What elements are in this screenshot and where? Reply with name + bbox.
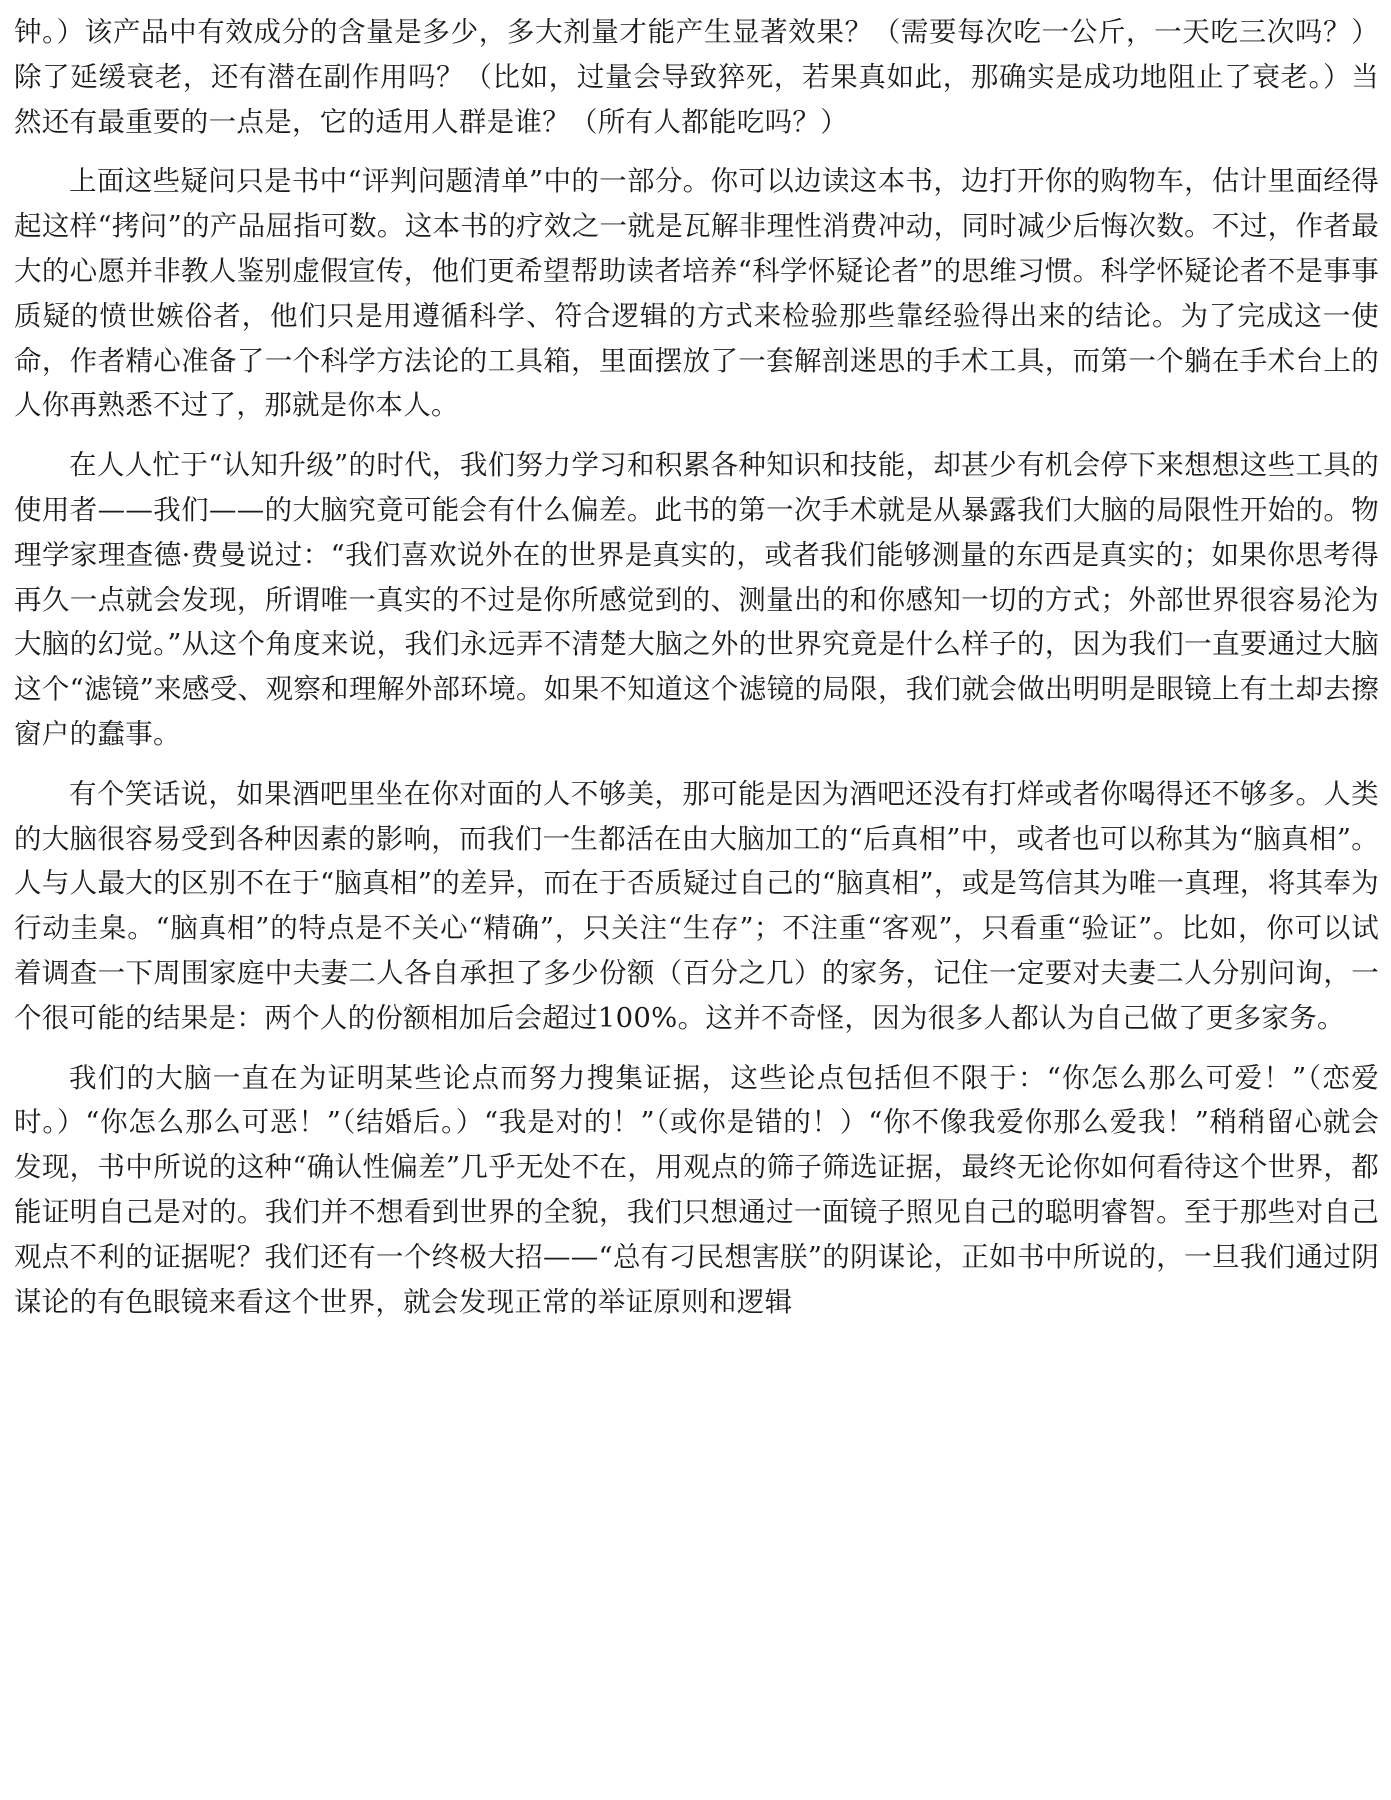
paragraph-1: 钟。）该产品中有效成分的含量是多少，多大剂量才能产生显著效果？（需要每次吃一公斤，一天吃三次吗？）除了延缓衰老，还有潜在副作用吗？（比如，过量会导致猝死，若果真如此，那确实是成功地阻止了衰老。）当然还有最重要的一点是，它的适用人群是谁？（所有人都能吃吗？） [14,16,1379,138]
paragraph-2: 上面这些疑问只是书中“评判问题清单”中的一部分。你可以边读这本书，边打开你的购物车，估计里面经得起这样“拷问”的产品屈指可数。这本书的疗效之一就是瓦解非理性消费冲动，同时减少后悔次数。不过，作者最大的心愿并非教人鉴别虚假宣传，他们更希望帮助读者培养“科学怀疑论者”的思维习惯。科学怀疑论者不是事事质疑的愤世嫉俗者，他们只是用遵循科学、符合逻辑的方式来检验那些靠经验得出来的结论。为了完成这一使命，作者精心准备了一个科学方法论的工具箱，里面摆放了一套解剖迷思的手术工具，而第一个躺在手术台上的人你再熟悉不过了，那就是你本人。 [14,165,1379,422]
document-page [14,10,1379,1339]
paragraph-5: 我们的大脑一直在为证明某些论点而努力搜集证据，这些论点包括但不限于：“你怎么那么可爱！”（恋爱时。）“你怎么那么可恶！”（结婚后。）“我是对的！”（或你是错的！）“你不像我爱你那么爱我！”稍稍留心就会发现，书中所说的这种“确认性偏差”几乎无处不在，用观点的筛子筛选证据，最终无论你如何看待这个世界，都能证明自己是对的。我们并不想看到世界的全貌，我们只想通过一面镜子照见自己的聪明睿智。至于那些对自己观点不利的证据呢？我们还有一个终极大招——“总有刁民想害朕”的阴谋论，正如书中所说的，一旦我们通过阴谋论的有色眼镜来看这个世界，就会发现正常的举证原则和逻辑 [14,1061,1379,1318]
paragraph-4: 有个笑话说，如果酒吧里坐在你对面的人不够美，那可能是因为酒吧还没有打烊或者你喝得还不够多。人类的大脑很容易受到各种因素的影响，而我们一生都活在由大脑加工的“后真相”中，或者也可以称其为“脑真相”。人与人最大的区别不在于“脑真相”的差异，而在于否质疑过自己的“脑真相”，或是笃信其为唯一真理，将其奉为行动圭臬。“脑真相”的特点是不关心“精确”，只关注“生存”；不注重“客观”，只看重“验证”。比如，你可以试着调查一下周围家庭中夫妻二人各自承担了多少份额（百分之几）的家务，记住一定要对夫妻二人分别问询，一个很可能的结果是：两个人的份额相加后会超过100%。这并不奇怪，因为很多人都认为自己做了更多家务。 [14,777,1379,1034]
paragraph-3: 在人人忙于“认知升级”的时代，我们努力学习和积累各种知识和技能，却甚少有机会停下来想想这些工具的使用者——我们——的大脑究竟可能会有什么偏差。此书的第一次手术就是从暴露我们大脑的局限性开始的。物理学家理查德·费曼说过：“我们喜欢说外在的世界是真实的，或者我们能够测量的东西是真实的；如果你思考得再久一点就会发现，所谓唯一真实的不过是你所感觉到的、测量出的和你感知一切的方式；外部世界很容易沦为大脑的幻觉。”从这个角度来说，我们永远弄不清楚大脑之外的世界究竟是什么样子的，因为我们一直要通过大脑这个“滤镜”来感受、观察和理解外部环境。如果不知道这个滤镜的局限，我们就会做出明明是眼镜上有土却去擦窗户的蠢事。 [14,449,1379,750]
